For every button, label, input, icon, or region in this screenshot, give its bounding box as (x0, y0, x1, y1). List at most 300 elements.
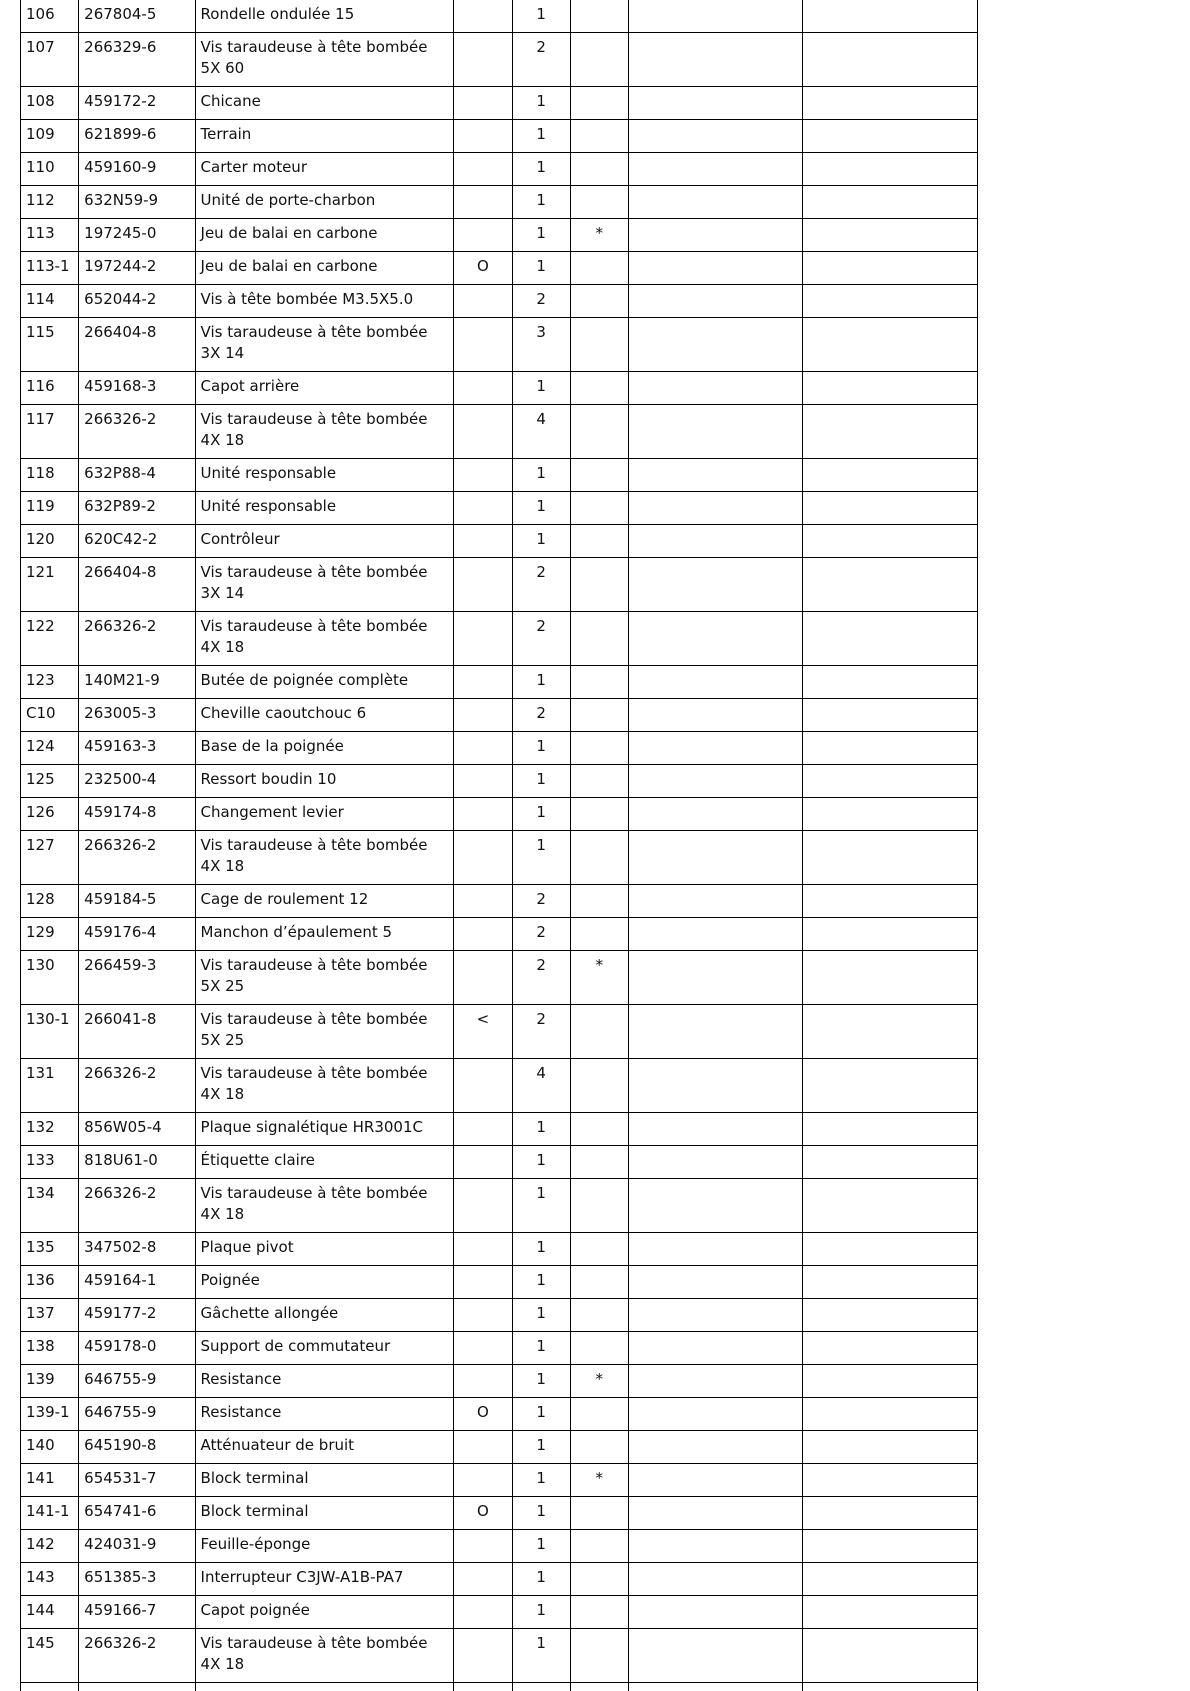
part-code: 266326-2 (79, 1629, 195, 1683)
quantity: 1 (512, 1179, 570, 1233)
part-code: 651385-3 (79, 1563, 195, 1596)
quantity: 1 (512, 1233, 570, 1266)
part-code: 266041-8 (79, 1005, 195, 1059)
extra-column-2 (803, 1005, 978, 1059)
part-description: Rondelle ondulée 15 (195, 0, 454, 33)
extra-column-2 (803, 1266, 978, 1299)
table-row (21, 0, 978, 33)
extra-column-2 (803, 525, 978, 558)
option-mark (454, 1113, 512, 1146)
item-number: 140 (21, 1431, 79, 1464)
item-number: 122 (21, 612, 79, 666)
option-mark (454, 732, 512, 765)
extra-column-1 (628, 1431, 803, 1464)
part-description: Capot poignée (195, 1596, 454, 1629)
extra-column-2 (803, 252, 978, 285)
part-code: 459166-7 (79, 1596, 195, 1629)
option-mark (454, 1179, 512, 1233)
option-mark: O (454, 252, 512, 285)
option-mark (454, 1365, 512, 1398)
note-mark: * (570, 219, 628, 252)
extra-column-1 (628, 285, 803, 318)
extra-column-1 (628, 1005, 803, 1059)
table-row (21, 1299, 978, 1332)
table-row (21, 1005, 978, 1059)
extra-column-2 (803, 918, 978, 951)
extra-column-2 (803, 699, 978, 732)
note-mark (570, 1179, 628, 1233)
note-mark (570, 285, 628, 318)
extra-column-2 (803, 1059, 978, 1113)
extra-column-2 (803, 798, 978, 831)
note-mark (570, 492, 628, 525)
table-row (21, 87, 978, 120)
extra-column-1 (628, 525, 803, 558)
table-row (21, 918, 978, 951)
part-description: Vis taraudeuse à tête bombée 4X 18 (195, 405, 454, 459)
quantity: 1 (512, 1398, 570, 1431)
extra-column-1 (628, 558, 803, 612)
quantity: 2 (512, 951, 570, 1005)
quantity: 2 (512, 33, 570, 87)
extra-column-2 (803, 405, 978, 459)
note-mark (570, 765, 628, 798)
extra-column-1 (628, 372, 803, 405)
table-row (21, 492, 978, 525)
table-row (21, 951, 978, 1005)
table-row (21, 153, 978, 186)
extra-column-2 (803, 492, 978, 525)
table-row (21, 459, 978, 492)
item-number: 139 (21, 1365, 79, 1398)
extra-column-1 (628, 186, 803, 219)
quantity: 2 (512, 612, 570, 666)
parts-list (20, 0, 978, 1691)
item-number: 126 (21, 798, 79, 831)
part-description: Changement levier (195, 798, 454, 831)
option-mark (454, 1431, 512, 1464)
note-mark (570, 699, 628, 732)
quantity: 4 (512, 1059, 570, 1113)
option-mark (454, 1059, 512, 1113)
table-row (21, 666, 978, 699)
extra-column-1 (628, 1299, 803, 1332)
item-number: 125 (21, 765, 79, 798)
note-mark (570, 459, 628, 492)
part-code: 652044-2 (79, 285, 195, 318)
note-mark (570, 1596, 628, 1629)
extra-column-1 (628, 219, 803, 252)
table-row (21, 285, 978, 318)
table-row (21, 219, 978, 252)
extra-column-1 (628, 951, 803, 1005)
part-description: Manchon d’épaulement 5 (195, 918, 454, 951)
quantity: 1 (512, 525, 570, 558)
continuation-cell (512, 1683, 570, 1691)
extra-column-2 (803, 1299, 978, 1332)
part-description: Feuille-éponge (195, 1530, 454, 1563)
option-mark (454, 120, 512, 153)
extra-column-2 (803, 765, 978, 798)
extra-column-1 (628, 252, 803, 285)
extra-column-2 (803, 1179, 978, 1233)
part-code: 645190-8 (79, 1431, 195, 1464)
item-number: 129 (21, 918, 79, 951)
item-number: 143 (21, 1563, 79, 1596)
option-mark (454, 612, 512, 666)
note-mark (570, 732, 628, 765)
extra-column-1 (628, 765, 803, 798)
quantity: 1 (512, 1332, 570, 1365)
table-row (21, 405, 978, 459)
quantity: 2 (512, 885, 570, 918)
option-mark (454, 885, 512, 918)
part-code: 459174-8 (79, 798, 195, 831)
part-code: 267804-5 (79, 0, 195, 33)
part-description: Base de la poignée (195, 732, 454, 765)
extra-column-1 (628, 87, 803, 120)
option-mark: O (454, 1398, 512, 1431)
part-description: Jeu de balai en carbone (195, 219, 454, 252)
quantity: 4 (512, 405, 570, 459)
option-mark (454, 1464, 512, 1497)
part-description: Terrain (195, 120, 454, 153)
item-number: C10 (21, 699, 79, 732)
item-number: 137 (21, 1299, 79, 1332)
extra-column-1 (628, 918, 803, 951)
extra-column-2 (803, 372, 978, 405)
part-code: 654531-7 (79, 1464, 195, 1497)
part-description: Vis taraudeuse à tête bombée 5X 25 (195, 951, 454, 1005)
note-mark (570, 798, 628, 831)
item-number: 115 (21, 318, 79, 372)
option-mark (454, 219, 512, 252)
table-row (21, 732, 978, 765)
item-number: 120 (21, 525, 79, 558)
extra-column-1 (628, 798, 803, 831)
continuation-cell (803, 1683, 978, 1691)
continuation-cell (79, 1683, 195, 1691)
note-mark (570, 885, 628, 918)
note-mark (570, 1530, 628, 1563)
note-mark (570, 831, 628, 885)
extra-column-1 (628, 885, 803, 918)
option-mark (454, 405, 512, 459)
item-number: 117 (21, 405, 79, 459)
item-number: 130-1 (21, 1005, 79, 1059)
extra-column-1 (628, 1146, 803, 1179)
extra-column-2 (803, 285, 978, 318)
part-description: Jeu de balai en carbone (195, 252, 454, 285)
table-row (21, 765, 978, 798)
part-code: 632P88-4 (79, 459, 195, 492)
part-code: 459178-0 (79, 1332, 195, 1365)
extra-column-1 (628, 492, 803, 525)
note-mark (570, 1563, 628, 1596)
item-number: 106 (21, 0, 79, 33)
quantity: 1 (512, 219, 570, 252)
note-mark (570, 1398, 628, 1431)
option-mark (454, 1266, 512, 1299)
part-description: Vis taraudeuse à tête bombée 3X 14 (195, 558, 454, 612)
note-mark (570, 372, 628, 405)
part-description: Plaque signalétique HR3001C (195, 1113, 454, 1146)
extra-column-2 (803, 318, 978, 372)
option-mark (454, 1629, 512, 1683)
continuation-cell (454, 1683, 512, 1691)
table-row (21, 186, 978, 219)
part-code: 347502-8 (79, 1233, 195, 1266)
quantity: 1 (512, 1365, 570, 1398)
extra-column-2 (803, 1365, 978, 1398)
item-number: 128 (21, 885, 79, 918)
part-description: Contrôleur (195, 525, 454, 558)
item-number: 107 (21, 33, 79, 87)
item-number: 144 (21, 1596, 79, 1629)
note-mark (570, 186, 628, 219)
quantity: 1 (512, 492, 570, 525)
table-row (21, 1179, 978, 1233)
quantity: 2 (512, 918, 570, 951)
extra-column-1 (628, 1497, 803, 1530)
quantity: 1 (512, 1266, 570, 1299)
extra-column-2 (803, 459, 978, 492)
item-number: 108 (21, 87, 79, 120)
table-row (21, 1398, 978, 1431)
note-mark (570, 612, 628, 666)
extra-column-2 (803, 732, 978, 765)
table-row (21, 885, 978, 918)
extra-column-2 (803, 1113, 978, 1146)
continuation-cell (570, 1683, 628, 1691)
part-code: 232500-4 (79, 765, 195, 798)
note-mark (570, 1059, 628, 1113)
part-code: 818U61-0 (79, 1146, 195, 1179)
quantity: 1 (512, 732, 570, 765)
part-description: Vis taraudeuse à tête bombée 4X 18 (195, 1059, 454, 1113)
option-mark: O (454, 1497, 512, 1530)
quantity: 3 (512, 318, 570, 372)
extra-column-2 (803, 1497, 978, 1530)
extra-column-1 (628, 1530, 803, 1563)
part-description: Resistance (195, 1365, 454, 1398)
option-mark: < (454, 1005, 512, 1059)
note-mark (570, 405, 628, 459)
continuation-cell (21, 1683, 79, 1691)
option-mark (454, 1299, 512, 1332)
part-description: Unité responsable (195, 492, 454, 525)
extra-column-1 (628, 33, 803, 87)
part-code: 266326-2 (79, 405, 195, 459)
part-description: Vis taraudeuse à tête bombée 5X 60 (195, 33, 454, 87)
part-description: Vis taraudeuse à tête bombée 4X 18 (195, 1179, 454, 1233)
part-code: 459163-3 (79, 732, 195, 765)
item-number: 109 (21, 120, 79, 153)
table-row (21, 558, 978, 612)
part-description: Plaque pivot (195, 1233, 454, 1266)
option-mark (454, 831, 512, 885)
extra-column-1 (628, 831, 803, 885)
extra-column-2 (803, 558, 978, 612)
quantity: 1 (512, 1629, 570, 1683)
part-description: Carter moteur (195, 153, 454, 186)
part-description: Cage de roulement 12 (195, 885, 454, 918)
table-row (21, 1563, 978, 1596)
note-mark (570, 120, 628, 153)
part-code: 263005-3 (79, 699, 195, 732)
item-number: 141-1 (21, 1497, 79, 1530)
item-number: 127 (21, 831, 79, 885)
extra-column-2 (803, 153, 978, 186)
table-row (21, 1596, 978, 1629)
option-mark (454, 951, 512, 1005)
continuation-cell (195, 1683, 454, 1691)
option-mark (454, 798, 512, 831)
extra-column-1 (628, 405, 803, 459)
extra-column-1 (628, 0, 803, 33)
note-mark (570, 1332, 628, 1365)
extra-column-2 (803, 1563, 978, 1596)
item-number: 119 (21, 492, 79, 525)
extra-column-2 (803, 120, 978, 153)
quantity: 1 (512, 1596, 570, 1629)
quantity: 2 (512, 699, 570, 732)
item-number: 142 (21, 1530, 79, 1563)
item-number: 114 (21, 285, 79, 318)
option-mark (454, 1596, 512, 1629)
part-description: Vis taraudeuse à tête bombée 3X 14 (195, 318, 454, 372)
option-mark (454, 1563, 512, 1596)
table-row (21, 1146, 978, 1179)
part-description: Block terminal (195, 1464, 454, 1497)
quantity: 2 (512, 1005, 570, 1059)
quantity: 1 (512, 153, 570, 186)
part-code: 654741-6 (79, 1497, 195, 1530)
part-description: Gâchette allongée (195, 1299, 454, 1332)
quantity: 1 (512, 252, 570, 285)
part-code: 646755-9 (79, 1398, 195, 1431)
part-code: 197245-0 (79, 219, 195, 252)
extra-column-2 (803, 666, 978, 699)
option-mark (454, 372, 512, 405)
extra-column-2 (803, 951, 978, 1005)
note-mark (570, 1629, 628, 1683)
note-mark (570, 1431, 628, 1464)
item-number: 113-1 (21, 252, 79, 285)
part-description: Ressort boudin 10 (195, 765, 454, 798)
extra-column-1 (628, 1266, 803, 1299)
note-mark: * (570, 951, 628, 1005)
table-row (21, 1332, 978, 1365)
part-description: Support de commutateur (195, 1332, 454, 1365)
quantity: 1 (512, 1530, 570, 1563)
part-code: 266326-2 (79, 612, 195, 666)
extra-column-1 (628, 1365, 803, 1398)
part-code: 266326-2 (79, 1179, 195, 1233)
option-mark (454, 666, 512, 699)
extra-column-2 (803, 1398, 978, 1431)
option-mark (454, 699, 512, 732)
item-number: 110 (21, 153, 79, 186)
quantity: 1 (512, 1431, 570, 1464)
extra-column-1 (628, 1398, 803, 1431)
part-description: Resistance (195, 1398, 454, 1431)
option-mark (454, 1530, 512, 1563)
option-mark (454, 525, 512, 558)
extra-column-1 (628, 1233, 803, 1266)
item-number: 135 (21, 1233, 79, 1266)
part-description: Unité de porte-charbon (195, 186, 454, 219)
note-mark (570, 0, 628, 33)
table-row (21, 612, 978, 666)
extra-column-2 (803, 885, 978, 918)
quantity: 1 (512, 831, 570, 885)
part-description: Vis taraudeuse à tête bombée 4X 18 (195, 612, 454, 666)
part-code: 266459-3 (79, 951, 195, 1005)
part-code: 266404-8 (79, 558, 195, 612)
option-mark (454, 153, 512, 186)
quantity: 1 (512, 120, 570, 153)
table-row (21, 1431, 978, 1464)
item-number: 136 (21, 1266, 79, 1299)
extra-column-2 (803, 1530, 978, 1563)
part-code: 197244-2 (79, 252, 195, 285)
table-row (21, 1497, 978, 1530)
part-code: 459164-1 (79, 1266, 195, 1299)
continuation-row (21, 1683, 978, 1691)
part-code: 459160-9 (79, 153, 195, 186)
note-mark (570, 1299, 628, 1332)
table-row (21, 372, 978, 405)
part-code: 459176-4 (79, 918, 195, 951)
note-mark (570, 1497, 628, 1530)
option-mark (454, 1233, 512, 1266)
part-code: 621899-6 (79, 120, 195, 153)
quantity: 1 (512, 666, 570, 699)
table-row (21, 1464, 978, 1497)
option-mark (454, 492, 512, 525)
extra-column-2 (803, 1629, 978, 1683)
extra-column-2 (803, 1332, 978, 1365)
part-code: 646755-9 (79, 1365, 195, 1398)
part-description: Vis taraudeuse à tête bombée 4X 18 (195, 831, 454, 885)
quantity: 2 (512, 285, 570, 318)
item-number: 138 (21, 1332, 79, 1365)
table-row (21, 1059, 978, 1113)
note-mark (570, 666, 628, 699)
note-mark (570, 1233, 628, 1266)
item-number: 123 (21, 666, 79, 699)
extra-column-1 (628, 1464, 803, 1497)
extra-column-2 (803, 1146, 978, 1179)
extra-column-2 (803, 87, 978, 120)
quantity: 1 (512, 0, 570, 33)
extra-column-2 (803, 1233, 978, 1266)
quantity: 1 (512, 765, 570, 798)
part-code: 266326-2 (79, 831, 195, 885)
part-code: 856W05-4 (79, 1113, 195, 1146)
part-description: Atténuateur de bruit (195, 1431, 454, 1464)
note-mark: * (570, 1365, 628, 1398)
part-code: 459184-5 (79, 885, 195, 918)
extra-column-2 (803, 186, 978, 219)
extra-column-2 (803, 0, 978, 33)
note-mark (570, 1146, 628, 1179)
option-mark (454, 1332, 512, 1365)
quantity: 1 (512, 186, 570, 219)
quantity: 1 (512, 459, 570, 492)
extra-column-1 (628, 120, 803, 153)
